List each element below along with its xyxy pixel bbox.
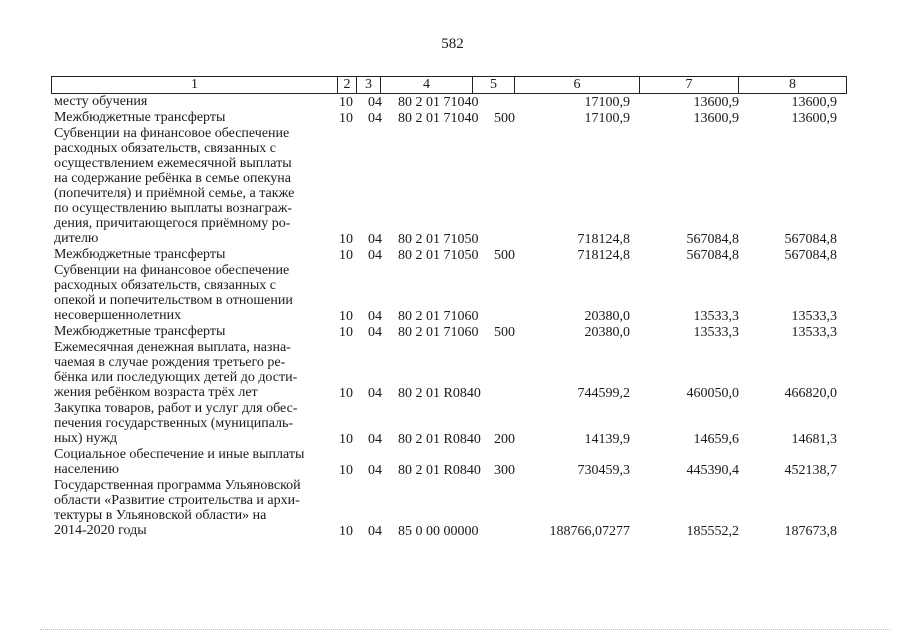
subsection-code: 04 — [368, 432, 382, 447]
description-line: Межбюджетные трансферты — [54, 247, 226, 262]
subsection-code: 04 — [368, 386, 382, 401]
header-col-6: 6 — [515, 77, 640, 93]
table-header — [51, 76, 847, 94]
row-values — [0, 111, 905, 126]
table-row — [0, 110, 905, 126]
row-values — [0, 95, 905, 110]
description-line: чаемая в случае рождения третьего ре- — [54, 355, 286, 370]
subsection-code: 04 — [368, 463, 382, 478]
amount-col-6: 20380,0 — [584, 309, 630, 324]
description-line: несовершеннолетних — [54, 308, 182, 323]
amount-col-6: 14139,9 — [584, 432, 630, 447]
description-line: Субвенции на финансовое обеспечение — [54, 126, 290, 141]
target-article-code: 80 2 01 71050 — [398, 232, 479, 247]
table-row — [0, 401, 905, 447]
description-line: ных) нужд — [54, 431, 118, 446]
section-code: 10 — [339, 309, 353, 324]
table-row — [0, 247, 905, 263]
target-article-code: 80 2 01 71060 — [398, 325, 479, 340]
description-line: месту обучения — [54, 94, 148, 109]
scan-edge-noise — [40, 629, 890, 633]
description-line: осуществлением ежемесячной выплаты — [54, 156, 292, 171]
section-code: 10 — [339, 524, 353, 539]
section-code: 10 — [339, 232, 353, 247]
header-col-3: 3 — [357, 77, 381, 93]
section-code: 10 — [339, 111, 353, 126]
amount-col-8: 567084,8 — [784, 248, 837, 263]
target-article-code: 80 2 01 R0840 — [398, 463, 481, 478]
amount-col-6: 718124,8 — [577, 248, 630, 263]
target-article-code: 80 2 01 71040 — [398, 95, 479, 110]
description-line: Закупка товаров, работ и услуг для обес- — [54, 401, 298, 416]
amount-col-6: 730459,3 — [577, 463, 630, 478]
subsection-code: 04 — [368, 111, 382, 126]
table-row — [0, 126, 905, 247]
table-row — [0, 263, 905, 324]
amount-col-8: 13533,3 — [791, 309, 837, 324]
amount-col-7: 185552,2 — [686, 524, 739, 539]
header-col-4: 4 — [381, 77, 473, 93]
amount-col-6: 17100,9 — [584, 111, 630, 126]
amount-col-7: 13533,3 — [693, 325, 739, 340]
description-line: населению — [54, 462, 119, 477]
table-row — [0, 340, 905, 401]
amount-col-6: 718124,8 — [577, 232, 630, 247]
target-article-code: 80 2 01 71060 — [398, 309, 479, 324]
description-line: Межбюджетные трансферты — [54, 110, 226, 125]
subsection-code: 04 — [368, 325, 382, 340]
target-article-code: 80 2 01 R0840 — [398, 432, 481, 447]
header-col-1: 1 — [52, 77, 338, 93]
amount-col-8: 13600,9 — [791, 111, 837, 126]
table-row — [0, 94, 905, 110]
description-line: расходных обязательств, связанных с — [54, 141, 276, 156]
target-article-code: 85 0 00 00000 — [398, 524, 479, 539]
amount-col-7: 567084,8 — [686, 248, 739, 263]
subsection-code: 04 — [368, 248, 382, 263]
row-values — [0, 325, 905, 340]
expense-type-code: 300 — [494, 463, 515, 478]
amount-col-8: 466820,0 — [784, 386, 837, 401]
amount-col-7: 14659,6 — [693, 432, 739, 447]
amount-col-7: 445390,4 — [686, 463, 739, 478]
description-line: области «Развитие строительства и архи- — [54, 493, 300, 508]
description-line: печения государственных (муниципаль- — [54, 416, 294, 431]
amount-col-7: 13533,3 — [693, 309, 739, 324]
amount-col-7: 460050,0 — [686, 386, 739, 401]
amount-col-6: 188766,07277 — [549, 524, 630, 539]
amount-col-8: 567084,8 — [784, 232, 837, 247]
amount-col-6: 17100,9 — [584, 95, 630, 110]
description-line: по осуществлению выплаты вознаграж- — [54, 201, 293, 216]
header-col-8: 8 — [739, 77, 847, 93]
subsection-code: 04 — [368, 524, 382, 539]
amount-col-6: 20380,0 — [584, 325, 630, 340]
description-line: Социальное обеспечение и иные выплаты — [54, 447, 305, 462]
description-line: опекой и попечительством в отношении — [54, 293, 293, 308]
amount-col-7: 567084,8 — [686, 232, 739, 247]
expense-type-code: 500 — [494, 111, 515, 126]
description-line: Межбюджетные трансферты — [54, 324, 226, 339]
description-line: тектуры в Ульяновской области» на — [54, 508, 267, 523]
row-values — [0, 232, 905, 247]
table-body — [0, 94, 905, 539]
description-line: расходных обязательств, связанных с — [54, 278, 276, 293]
description-line: (попечителя) и приёмной семье, а также — [54, 186, 295, 201]
amount-col-8: 452138,7 — [784, 463, 837, 478]
description-line: бёнка или последующих детей до дости- — [54, 370, 298, 385]
table-row — [0, 447, 905, 478]
target-article-code: 80 2 01 71040 — [398, 111, 479, 126]
amount-col-8: 187673,8 — [784, 524, 837, 539]
expense-type-code: 200 — [494, 432, 515, 447]
amount-col-8: 14681,3 — [791, 432, 837, 447]
row-description — [54, 126, 326, 246]
description-line: жения ребёнком возраста трёх лет — [54, 385, 258, 400]
amount-col-8: 13600,9 — [791, 95, 837, 110]
row-values — [0, 463, 905, 478]
header-col-5: 5 — [473, 77, 515, 93]
table-row — [0, 324, 905, 340]
subsection-code: 04 — [368, 309, 382, 324]
description-line: Государственная программа Ульяновской — [54, 478, 301, 493]
row-values — [0, 524, 905, 539]
description-line: Ежемесячная денежная выплата, назна- — [54, 340, 291, 355]
expense-type-code: 500 — [494, 325, 515, 340]
amount-col-8: 13533,3 — [791, 325, 837, 340]
header-col-2: 2 — [338, 77, 357, 93]
description-line: Субвенции на финансовое обеспечение — [54, 263, 290, 278]
description-line: 2014-2020 годы — [54, 523, 147, 538]
section-code: 10 — [339, 463, 353, 478]
row-values — [0, 248, 905, 263]
section-code: 10 — [339, 432, 353, 447]
expense-type-code: 500 — [494, 248, 515, 263]
amount-col-7: 13600,9 — [693, 95, 739, 110]
description-line: на содержание ребёнка в семье опекуна — [54, 171, 291, 186]
row-values — [0, 386, 905, 401]
subsection-code: 04 — [368, 232, 382, 247]
row-values — [0, 309, 905, 324]
table-row — [0, 478, 905, 539]
header-col-7: 7 — [640, 77, 739, 93]
section-code: 10 — [339, 95, 353, 110]
row-values — [0, 432, 905, 447]
target-article-code: 80 2 01 71050 — [398, 248, 479, 263]
section-code: 10 — [339, 386, 353, 401]
section-code: 10 — [339, 248, 353, 263]
description-line: дителю — [54, 231, 99, 246]
subsection-code: 04 — [368, 95, 382, 110]
section-code: 10 — [339, 325, 353, 340]
target-article-code: 80 2 01 R0840 — [398, 386, 481, 401]
amount-col-6: 744599,2 — [577, 386, 630, 401]
page-number: 582 — [441, 36, 464, 52]
description-line: дения, причитающегося приёмному ро- — [54, 216, 291, 231]
amount-col-7: 13600,9 — [693, 111, 739, 126]
